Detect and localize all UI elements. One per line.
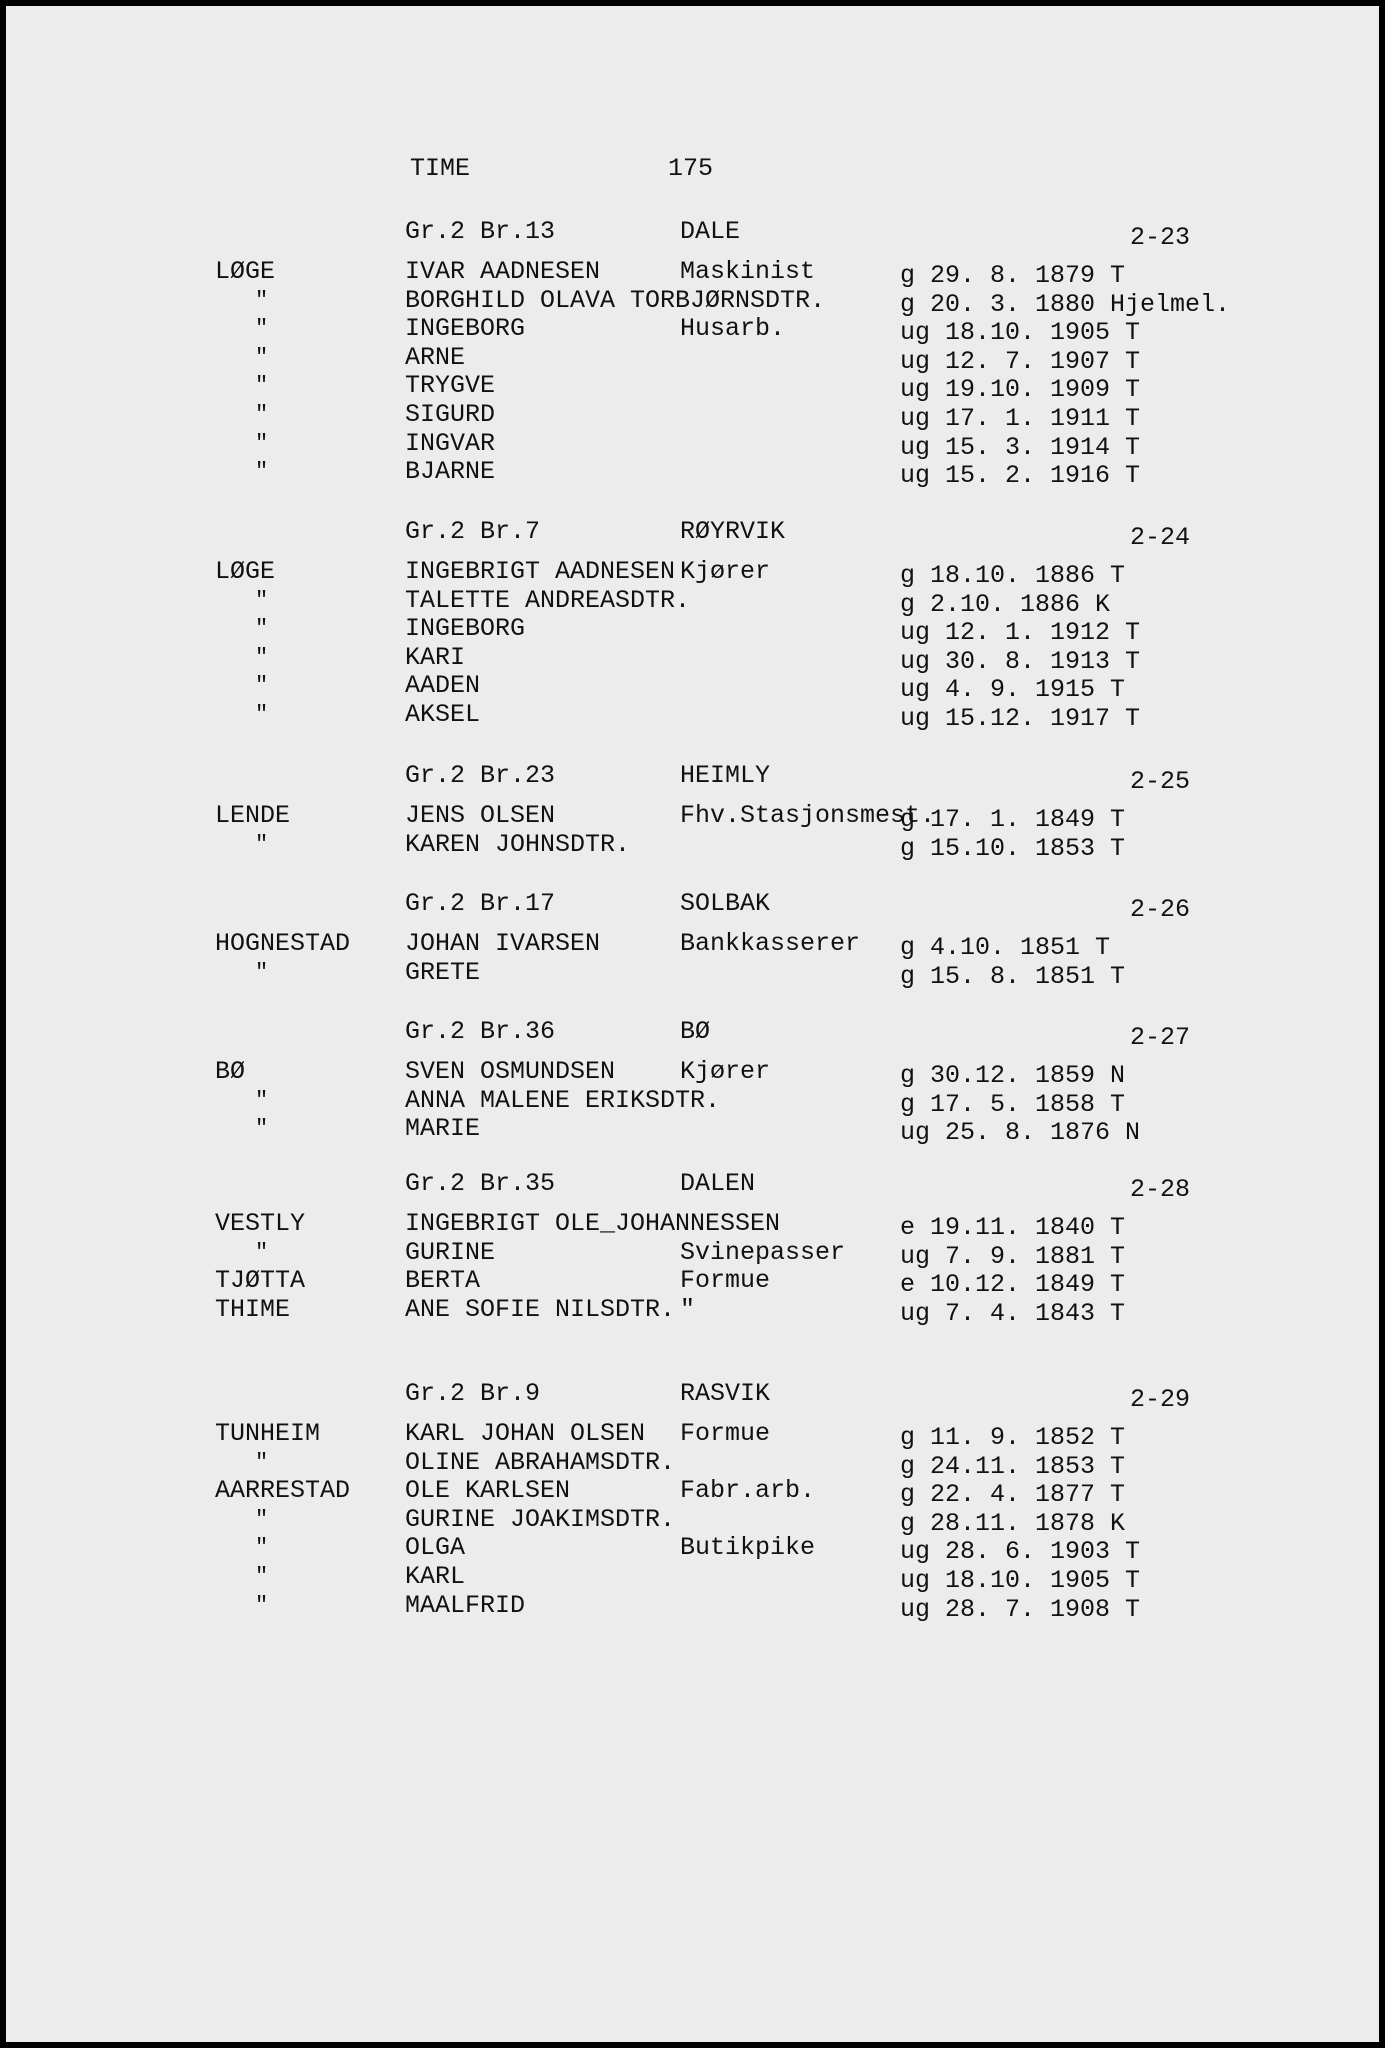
row-place: " (255, 1087, 269, 1113)
row-occupation: Bankkasserer (680, 929, 861, 958)
section-code: 2-28 (1130, 1175, 1191, 1204)
row-place: " (255, 959, 269, 985)
row-name: GRETE (405, 957, 481, 987)
row-date: g 24.11. 1853 T (900, 1451, 1126, 1481)
row-date: ug 25. 8. 1876 N (900, 1118, 1141, 1148)
row-place: " (255, 287, 269, 313)
section-place: BØ (680, 1017, 711, 1046)
row-place: " (255, 1506, 269, 1532)
row-name: OLE KARLSEN (405, 1476, 571, 1506)
row-place: " (255, 373, 269, 399)
row-date: ug 12. 7. 1907 T (900, 346, 1141, 376)
row-name: INGVAR (405, 428, 496, 458)
row-place: AARRESTAD (215, 1476, 351, 1506)
row-name: OLGA (405, 1533, 466, 1563)
section-place: DALEN (680, 1169, 756, 1198)
row-name: SIGURD (405, 400, 496, 429)
row-name: KAREN JOHNSDTR. (405, 829, 631, 859)
section-title: Gr.2 Br.9 (405, 1379, 541, 1408)
row-occupation: Husarb. (680, 314, 786, 344)
row-place: " (255, 316, 269, 342)
row-name: AKSEL (405, 700, 481, 729)
row-occupation: Svinepasser (680, 1237, 846, 1267)
row-name: IVAR AADNESEN (405, 257, 601, 286)
row-date: g 29. 8. 1879 T (900, 261, 1126, 290)
row-date: g 17. 5. 1858 T (900, 1089, 1126, 1119)
row-occupation: Formue (680, 1266, 771, 1296)
header-title: TIME (410, 154, 471, 183)
row-place: " (255, 702, 269, 727)
row-name: SVEN OSMUNDSEN (405, 1057, 616, 1086)
section-place: RASVIK (680, 1379, 771, 1408)
row-occupation: Butikpike (680, 1533, 816, 1563)
row-name: TALETTE ANDREASDTR. (405, 585, 691, 615)
row-place: LØGE (215, 257, 276, 286)
row-date: g 18.10. 1886 T (900, 561, 1126, 590)
row-place: VESTLY (215, 1209, 306, 1238)
row-name: ANNA MALENE ERIKSDTR. (405, 1085, 721, 1115)
row-name: TRYGVE (405, 371, 496, 401)
row-name: BJARNE (405, 457, 496, 487)
row-name: JENS OLSEN (405, 801, 556, 830)
row-name: KARL JOHAN OLSEN (405, 1419, 646, 1448)
row-place: " (255, 644, 269, 670)
row-place: " (255, 430, 269, 456)
row-place: HOGNESTAD (215, 929, 351, 958)
row-date: g 28.11. 1878 K (900, 1508, 1126, 1538)
row-occupation: Fabr.arb. (680, 1476, 816, 1506)
row-date: ug 18.10. 1905 T (900, 318, 1141, 348)
row-place: TUNHEIM (215, 1419, 321, 1448)
row-name: JOHAN IVARSEN (405, 929, 601, 958)
row-date: ug 28. 6. 1903 T (900, 1537, 1141, 1567)
section-code: 2-26 (1130, 895, 1191, 924)
row-name: INGEBORG (405, 314, 526, 344)
row-date: ug 15.12. 1917 T (900, 704, 1141, 733)
row-date: g 11. 9. 1852 T (900, 1423, 1126, 1452)
row-name: BORGHILD OLAVA TORBJØRNSDTR. (405, 285, 826, 315)
row-name: AADEN (405, 671, 481, 701)
row-place: BØ (215, 1057, 246, 1086)
row-name: GURINE (405, 1237, 496, 1267)
row-name: INGEBRIGT OLE_JOHANNESSEN (405, 1209, 781, 1238)
section-code: 2-25 (1130, 767, 1191, 796)
section-code: 2-23 (1130, 223, 1191, 252)
row-date: ug 19.10. 1909 T (900, 375, 1141, 405)
row-name: KARI (405, 642, 466, 672)
row-name: KARL (405, 1562, 466, 1591)
row-place: LØGE (215, 557, 276, 586)
row-date: g 17. 1. 1849 T (900, 805, 1126, 834)
row-occupation: " (680, 1294, 696, 1324)
row-date: ug 17. 1. 1911 T (900, 404, 1141, 433)
row-name: INGEBORG (405, 614, 526, 644)
row-place: " (255, 1592, 269, 1618)
row-name: ANE SOFIE NILSDTR. (405, 1294, 676, 1324)
row-date: g 22. 4. 1877 T (900, 1480, 1126, 1510)
row-name: GURINE JOAKIMSDTR. (405, 1504, 676, 1534)
row-place: TJØTTA (215, 1266, 306, 1296)
row-place: " (255, 831, 269, 857)
row-place: " (255, 1239, 269, 1265)
row-date: ug 7. 9. 1881 T (900, 1241, 1126, 1271)
row-occupation: Kjører (680, 557, 771, 586)
row-date: g 15.10. 1853 T (900, 833, 1126, 863)
row-place: LENDE (215, 801, 291, 830)
section-code: 2-27 (1130, 1023, 1191, 1052)
section-title: Gr.2 Br.17 (405, 889, 556, 918)
row-date: ug 12. 1. 1912 T (900, 618, 1141, 648)
row-date: ug 28. 7. 1908 T (900, 1594, 1141, 1624)
row-date: ug 18.10. 1905 T (900, 1566, 1141, 1595)
section-place: DALE (680, 217, 741, 246)
row-place: " (255, 1449, 269, 1475)
row-occupation: Fhv.Stasjonsmest. (680, 801, 936, 830)
row-place: " (255, 402, 269, 427)
row-place: " (255, 1535, 269, 1561)
row-place: " (255, 616, 269, 642)
row-name: ARNE (405, 342, 466, 372)
row-name: OLINE ABRAHAMSDTR. (405, 1447, 676, 1477)
section-place: RØYRVIK (680, 517, 786, 546)
section-code: 2-29 (1130, 1385, 1191, 1414)
row-date: e 10.12. 1849 T (900, 1270, 1126, 1300)
row-date: g 4.10. 1851 T (900, 933, 1111, 962)
row-date: ug 30. 8. 1913 T (900, 646, 1141, 676)
row-place: " (255, 673, 269, 699)
row-place: " (255, 344, 269, 370)
row-date: ug 15. 2. 1916 T (900, 461, 1141, 491)
row-place: " (255, 1564, 269, 1589)
row-occupation: Maskinist (680, 257, 816, 286)
row-occupation: Kjører (680, 1057, 771, 1086)
row-date: g 20. 3. 1880 Hjelmel. (900, 289, 1231, 319)
row-date: g 30.12. 1859 N (900, 1061, 1126, 1090)
section-title: Gr.2 Br.23 (405, 761, 556, 790)
row-date: ug 4. 9. 1915 T (900, 675, 1126, 705)
row-date: g 15. 8. 1851 T (900, 961, 1126, 991)
row-place: THIME (215, 1294, 291, 1324)
row-place: " (255, 459, 269, 485)
row-name: MARIE (405, 1114, 481, 1144)
row-date: ug 7. 4. 1843 T (900, 1298, 1126, 1328)
section-title: Gr.2 Br.7 (405, 517, 541, 546)
row-occupation: Formue (680, 1419, 771, 1448)
row-name: INGEBRIGT AADNESEN (405, 557, 676, 586)
row-name: BERTA (405, 1266, 481, 1296)
row-date: ug 15. 3. 1914 T (900, 432, 1141, 462)
section-place: HEIMLY (680, 761, 771, 790)
row-date: g 2.10. 1886 K (900, 589, 1111, 619)
row-name: MAALFRID (405, 1590, 526, 1620)
section-code: 2-24 (1130, 523, 1191, 552)
section-title: Gr.2 Br.35 (405, 1169, 556, 1198)
page-number: 175 (668, 154, 714, 183)
section-title: Gr.2 Br.13 (405, 217, 556, 246)
section-title: Gr.2 Br.36 (405, 1017, 556, 1046)
section-place: SOLBAK (680, 889, 771, 918)
row-place: " (255, 1116, 269, 1142)
row-date: e 19.11. 1840 T (900, 1213, 1126, 1242)
row-place: " (255, 587, 269, 613)
